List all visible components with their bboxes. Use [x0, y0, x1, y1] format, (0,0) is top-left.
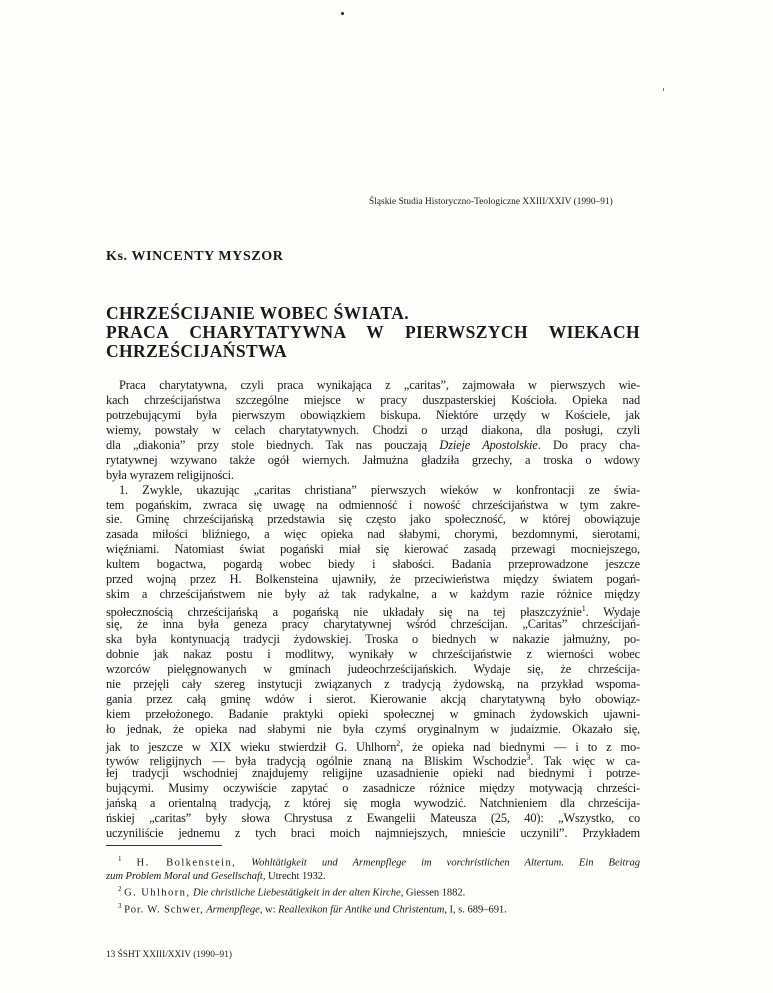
body-line: uczyniliście jednemu z tych braci moich najmniejszych, mnieście uczynili”. Przykładem — [106, 826, 640, 841]
article-title — [106, 304, 646, 361]
body-line: jak to jeszcze w XIX wieku stwierdził G. Uhlhorn$^2$, że opieka nad biednymi — i to z mo- — [106, 738, 641, 754]
body-line: 1. Zwykle, ukazując „caritas christiana” pierwszych wieków w konfrontacji ze świa- — [119, 482, 640, 497]
body-line: dobnie jak nakaz postu i modlitwy, wynikały w chrześcijaństwie z wierności wobec — [106, 646, 640, 661]
speck-mark — [341, 12, 344, 15]
author-name: Ks. WINCENTY MYSZOR — [106, 249, 284, 264]
running-header: Śląskie Studia Historyczno-Teologiczne XXIII/XXIV (1990–91) — [369, 197, 613, 207]
body-line: była wyrazem religijności. — [106, 467, 234, 482]
body-line: ska była kontynuacją tradycji żydowskiej. Troska o biednych w nakazie jałmużny, po- — [106, 631, 640, 646]
body-line: przed wojną przez H. Bolkensteina ujawniły, że przeciwieństwa między światem pogań- — [106, 572, 640, 587]
title-line: CHRZEŚCIJANIE WOBEC ŚWIATA. — [106, 303, 410, 323]
footnote-ref: 2 — [396, 738, 401, 748]
body-line: ńskiej „caritas” były słowa Chrystusa z Ewangelii Mateusza (25, 40): „Wszystko, co — [106, 811, 640, 826]
body-line: kiem przełożonego. Badanie praktyki opieki społecznej w gminach żydowskich ujawni- — [106, 706, 640, 721]
body-line: Praca charytatywna, czyli praca wynikająca z „caritas”, zajmowała w pierwszych wie- — [119, 378, 640, 392]
body-line: gania przez całą gminę wdów i sierot. Kierowanie akcją charytatywną było obowiąz- — [106, 691, 640, 706]
footnote-1: $^1$ H. Bolkenstein, Wohltätigkeit und Armenpflege im vorchristlichen Altertum. Ein Beitrag — [118, 855, 640, 869]
footnote-rule — [106, 845, 222, 846]
body-line: rytatywnej wzywano także ogół wiernych. Jałmużna gładziła grzechy, a troska o wdowy — [106, 452, 640, 467]
body-line: sie. Gminę chrześcijańską przedstawia się często jako społeczność, w której obowiązuje — [106, 512, 640, 527]
footnote-2: $^2$ G. Uhlhorn, Die christliche Liebestätigkeit in der alten Kirche, Giessen 1882. — [118, 885, 466, 899]
body-line: tem pogańskim, zwraca się uwagę na odmienność i nowość chrześcijaństwa w tym zakre- — [106, 497, 640, 512]
footnotes — [106, 853, 640, 917]
body-line: społecznością chrześcijańską a pogańską nie układały się na tej płaszczyźnie$^1$. Wydaje — [106, 604, 640, 620]
body-line: się, że inna była geneza pracy charytatywnej wśród chrześcijan. „Caritas” chrześcijań- — [106, 617, 640, 631]
body-line: dla „diakonia” przy stole biednych. Tak nas pouczają Dzieje Apostolskie. Do pracy cha- — [106, 437, 640, 452]
acts-title: Dzieje Apostolskie — [439, 437, 538, 452]
body-line: kach chrześcijaństwa szczególne miejsce w pracy duszpasterskiej Kościoła. Opieka nad — [106, 392, 640, 407]
body-line: ło jednak, że opieka nad słabymi nie była czymś oryginalnym w judaizmie. Okazało się, — [106, 721, 640, 736]
printer-signature: 13 ŚSHT XXIII/XXIV (1990–91) — [106, 950, 232, 960]
body-line: skim a chrześcijaństwem nie były aż tak radykalne, a w każdym razie różnice między — [106, 587, 640, 602]
body-line: kultem bogactwa, pogardą wobec biedy i słabości. Badania przeprowadzone jeszcze — [106, 557, 640, 572]
body-line: wiemy, powstały w celach charytatywnych. Chodzi o urząd diakona, dla posługi, czyli — [106, 422, 640, 437]
body-line: nie przejęli cały szereg instytucji związanych z tradycją żydowską, na przykład wspoma- — [106, 676, 640, 691]
body-line: zasada miłości bliźniego, a więc opieka nad słabymi, chorymi, bezdomnymi, sierotami, — [106, 527, 640, 542]
body-line: tywów religijnych — była tradycją ogólnie znaną na Bliskim Wschodzie$^3$. Tak więc w ca- — [106, 753, 640, 769]
article-body — [106, 378, 640, 841]
body-line: wzorców pielęgnowanych w gminach judeochrześcijańskich. Wydaje się, że chrześcija- — [106, 661, 640, 676]
title-line: PRACA CHARYTATYWNA W PIERWSZYCH WIEKACH — [106, 322, 640, 342]
body-line: bującymi. Musimy oczywiście zapytać o zasadnicze różnice między motywacją chrześci- — [106, 781, 640, 796]
speck-mark — [663, 88, 664, 91]
body-line: potrzebującymi była pierwszym obowiązkiem biskupa. Niektóre urzędy w Kościele, jak — [106, 407, 640, 422]
footnote-3: $^3$ Por. W. Schwer, Armenpflege, w: Reallexikon für Antike und Christentum, I, s. 689–691. — [118, 902, 507, 916]
body-line: łej tradycji wschodniej znajdujemy religijne uzasadnienie opieki nad biednymi i potrze- — [106, 766, 640, 781]
body-line: więźniami. Natomiast świat pogański miał się kierować zasadą przewagi mocniejszego, — [106, 542, 640, 557]
footnote-ref: 3 — [526, 753, 531, 763]
footnote-ref: 1 — [581, 604, 586, 614]
title-line: CHRZEŚCIJAŃSTWA — [106, 341, 288, 361]
footnote-1-cont: zum Problem Moral und Gesellschaft, Utrecht 1932. — [106, 870, 326, 882]
body-line: jańską a orientalną tradycją, z której się mogła wywodzić. Natchnieniem dla chrześcija- — [106, 796, 640, 811]
